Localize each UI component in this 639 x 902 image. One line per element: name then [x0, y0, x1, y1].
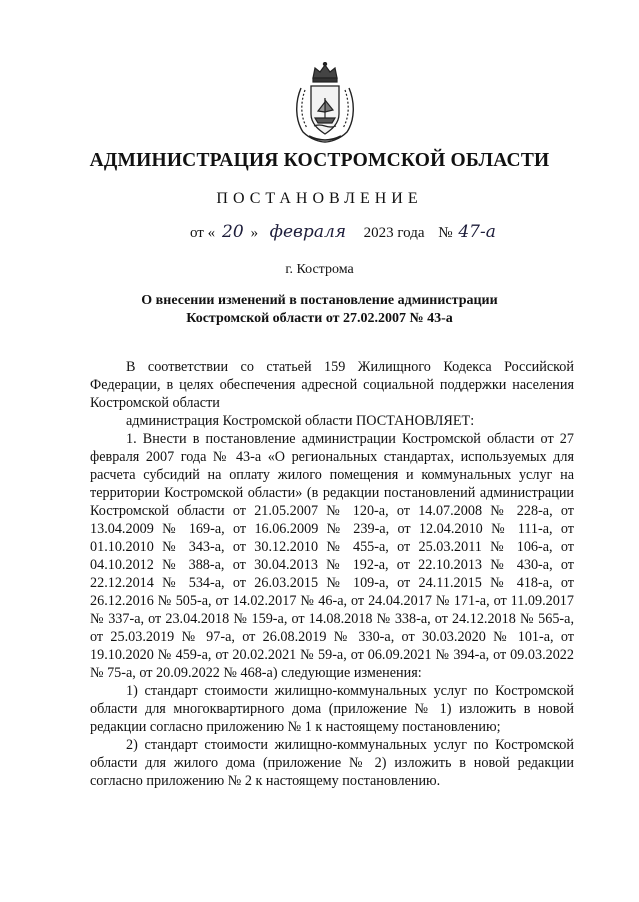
date-month-handwritten: февраля [269, 222, 347, 242]
coat-of-arms-emblem [291, 62, 359, 144]
preamble-paragraph: В соответствии со статьей 159 Жилищного Кодекса Российской Федерации, в целях обеспечения адресной социальной поддержки населения Костромской области [90, 359, 574, 411]
number-label: № [438, 225, 453, 241]
date-line [190, 222, 496, 242]
subitem-2-paragraph: 2) стандарт стоимости жилищно-коммунальных услуг по Костромской области для жилого дома (приложение № 2) изложить в новой редакции согласно приложению № 2 к настоящему постановлению. [90, 737, 574, 789]
document-type: ПОСТАНОВЛЕНИЕ [216, 190, 423, 207]
document-number-handwritten: 47-а [458, 222, 496, 242]
subitem-1-paragraph: 1) стандарт стоимости жилищно-коммунальных услуг по Костромской области для многоквартирного дома (приложение № 1) изложить в новой редакции согласно приложению № 1 к настоящему постановлению; [90, 683, 574, 735]
date-close-quote: » [250, 225, 259, 241]
subject-line-1: О внесении изменений в постановление администрации [141, 293, 498, 308]
document-subject [0, 292, 639, 328]
subject-line-2: Костромской области от 27.02.2007 № 43-а [186, 311, 453, 326]
date-prefix: от « [190, 225, 216, 241]
organization-title: АДМИНИСТРАЦИЯ КОСТРОМСКОЙ ОБЛАСТИ [89, 150, 550, 171]
resolves-paragraph: администрация Костромской области ПОСТАНОВЛЯЕТ: [126, 413, 475, 429]
city-name: г. Кострома [285, 262, 354, 277]
date-day-handwritten: 20 [222, 222, 244, 242]
date-year: 2023 года [363, 225, 425, 241]
item-1-paragraph: 1. Внести в постановление администрации Костромской области от 27 февраля 2007 года № 43-а «О региональных стандартах, используемых для расчета субсидий на оплату жилого помещения и коммунальных услуг на территории Костромской области» (в редакции постановлений администрации Костромской области от 21.05.2007 № 120-а, от 14.07.2008 № 228-а, от 13.04.2009 № 169-а, от 16.06.2009 № 239-а, от 12.04.2010 № 111-а, от 01.10.2010 № 343-а, от 30.12.2010 № 455-а, от 25.03.2011 № 106-а, от 04.10.2012 № 388-а, от 30.04.2013 № 192-а, от 22.10.2013 № 430-а, от 22.12.2014 № 534-а, от 26.03.2015 № 109-а, от 24.11.2015 № 418-а, от 26.12.2016 № 505-а, от 14.02.2017 № 46-а, от 24.04.2017 № 171-а, от 11.09.2017 № 337-а, от 23.04.2018 № 159-а, от 14.08.2018 № 338-а, от 24.12.2018 № 565-а, от 25.03.2019 № 97-а, от 26.08.2019 № 330-а, от 30.03.2020 № 101-а, от 19.10.2020 № 459-а, от 20.02.2021 № 59-а, от 06.09.2021 № 394-а, от 09.03.2022 № 75-а, от 20.09.2022 № 468-а) следующие изменения: [90, 431, 574, 681]
document-body [90, 358, 574, 790]
